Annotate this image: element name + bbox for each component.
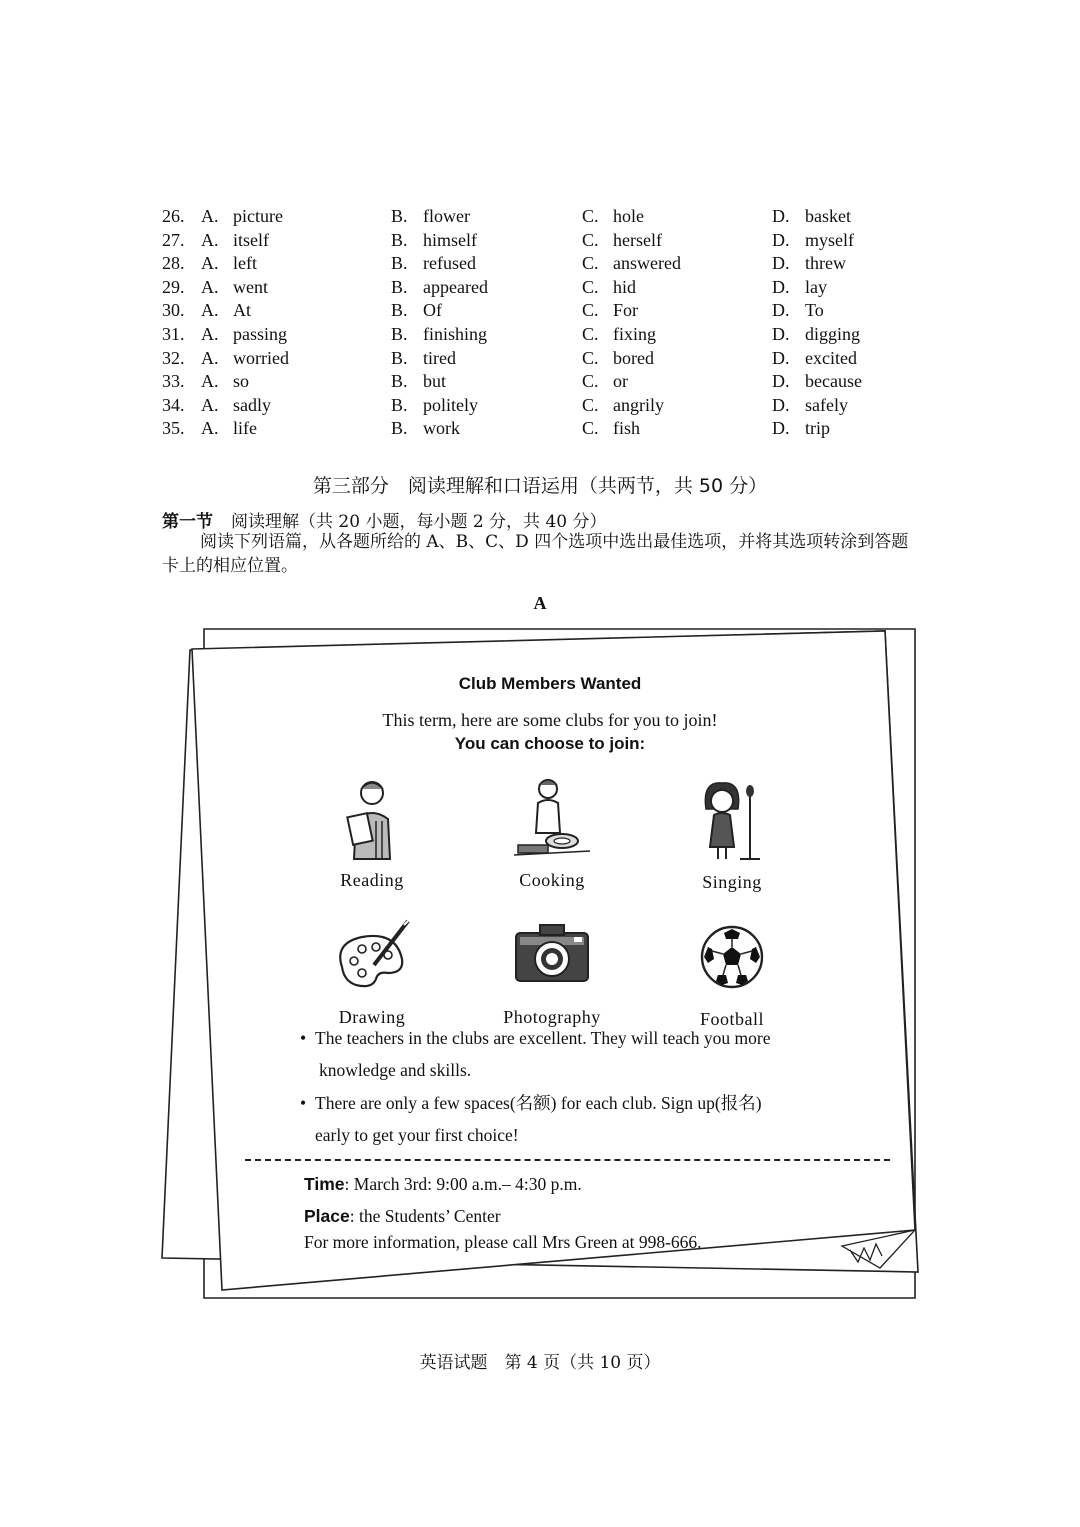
option-letter-d: D. <box>772 323 790 344</box>
option-a: so <box>233 371 250 392</box>
option-letter-a: A. <box>201 206 219 226</box>
option-letter-c: C. <box>582 323 599 344</box>
option-letter-c: C. <box>582 276 599 297</box>
option-a: left <box>233 253 257 274</box>
option-letter-a: A. <box>201 418 219 439</box>
option-letter-d: D. <box>772 300 790 321</box>
option-c: bored <box>613 347 654 368</box>
poster-intro: This term, here are some clubs for you to join! <box>382 710 718 730</box>
club-singing <box>652 777 812 893</box>
option-c: or <box>613 371 628 392</box>
option-letter-b: B. <box>391 300 408 321</box>
option-c: answered <box>613 253 681 274</box>
question-number: 32. <box>162 347 185 368</box>
option-c: hole <box>613 206 644 226</box>
question-number: 27. <box>162 229 185 250</box>
option-letter-d: D. <box>772 276 790 297</box>
option-b: tired <box>423 347 456 368</box>
option-b: refused <box>423 253 476 274</box>
option-letter-c: C. <box>582 371 599 392</box>
option-letter-d: D. <box>772 229 790 250</box>
place-label: Place <box>304 1206 350 1226</box>
question-number: 34. <box>162 394 185 415</box>
option-letter-b: B. <box>391 418 408 439</box>
option-letter-a: A. <box>201 394 219 415</box>
option-letter-b: B. <box>391 394 408 415</box>
option-letter-a: A. <box>201 276 219 297</box>
option-b: but <box>423 371 447 392</box>
club-label-cooking: Cooking <box>519 870 585 890</box>
club-football <box>652 914 812 1030</box>
question-number: 29. <box>162 276 185 297</box>
option-d: digging <box>805 323 861 344</box>
club-label-drawing: Drawing <box>338 1007 406 1027</box>
option-letter-d: D. <box>772 394 790 415</box>
option-c: fixing <box>613 323 656 344</box>
section-detail: 阅读理解（共 20 小题，每小题 2 分，共 40 分） <box>231 512 607 532</box>
cooking-icon <box>512 775 592 861</box>
option-letter-a: A. <box>201 371 219 392</box>
option-b: Of <box>423 300 442 321</box>
option-d: trip <box>805 418 830 439</box>
option-b: work <box>423 418 460 439</box>
option-letter-d: D. <box>772 253 790 274</box>
place-value: : the Students’ Center <box>349 1206 501 1226</box>
bullet-dot: • <box>300 1093 307 1113</box>
option-b: himself <box>423 229 477 250</box>
singing-icon <box>692 777 772 863</box>
option-letter-b: B. <box>391 323 408 344</box>
option-c: fish <box>613 418 640 439</box>
bullet-teachers-line2: knowledge and skills. <box>319 1060 472 1080</box>
club-reading <box>292 775 452 891</box>
question-number: 33. <box>162 371 185 392</box>
option-letter-b: B. <box>391 206 408 226</box>
option-letter-a: A. <box>201 323 219 344</box>
club-drawing <box>292 912 452 1028</box>
option-d: excited <box>805 347 857 368</box>
option-d: safely <box>805 394 848 415</box>
football-icon <box>692 914 772 1000</box>
option-b: flower <box>423 206 470 226</box>
option-d: threw <box>805 253 846 274</box>
dashed-divider <box>245 1159 890 1161</box>
option-d: lay <box>805 276 827 297</box>
option-b: politely <box>423 394 478 415</box>
part-title: 第三部分 阅读理解和口语运用（共两节，共 50 分） <box>312 475 768 497</box>
option-c: angrily <box>613 394 664 415</box>
option-a: itself <box>233 229 269 250</box>
option-b: finishing <box>423 323 488 344</box>
option-a: passing <box>233 323 287 344</box>
time-label: Time <box>304 1174 345 1194</box>
time-value: : March 3rd: 9:00 a.m.– 4:30 p.m. <box>344 1174 582 1194</box>
option-letter-c: C. <box>582 418 599 439</box>
option-letter-b: B. <box>391 253 408 274</box>
option-letter-c: C. <box>582 300 599 321</box>
option-c: herself <box>613 229 662 250</box>
question-number: 26. <box>162 206 185 226</box>
time-line <box>304 1174 582 1195</box>
option-letter-c: C. <box>582 347 599 368</box>
section-name: 第一节 <box>162 512 213 532</box>
option-letter-d: D. <box>772 347 790 368</box>
option-letter-d: D. <box>772 206 790 226</box>
option-c: For <box>613 300 639 321</box>
question-number: 28. <box>162 253 185 274</box>
club-label-football: Football <box>699 1009 764 1029</box>
bullet-teachers-line1: The teachers in the clubs are excellent. They will teach you more <box>315 1028 771 1048</box>
club-label-singing: Singing <box>702 872 762 892</box>
option-letter-c: C. <box>582 229 599 250</box>
bullet-teachers <box>300 1022 860 1086</box>
reading-icon <box>332 775 412 861</box>
option-letter-c: C. <box>582 394 599 415</box>
club-poster <box>200 650 915 1290</box>
option-letter-c: C. <box>582 206 599 226</box>
option-a: worried <box>233 347 289 368</box>
option-letter-b: B. <box>391 229 408 250</box>
option-d: myself <box>805 229 854 250</box>
option-c: hid <box>613 276 637 297</box>
option-letter-a: A. <box>201 253 219 274</box>
option-a: went <box>233 276 268 297</box>
question-number: 31. <box>162 323 185 344</box>
instruction-text: 阅读下列语篇，从各题所给的 A、B、C、D 四个选项中选出最佳选项，并将其选项转涂到答题卡上的相应位置。 <box>162 532 909 576</box>
bullet-spaces-line2: early to get your first choice! <box>315 1125 519 1145</box>
club-label-photography: Photography <box>503 1007 601 1027</box>
option-a: life <box>233 418 257 439</box>
option-letter-d: D. <box>772 371 790 392</box>
option-d: basket <box>805 206 851 226</box>
option-letter-b: B. <box>391 347 408 368</box>
camera-icon <box>512 912 592 998</box>
poster-title: Club Members Wanted <box>458 674 642 693</box>
bullet-dot: • <box>300 1028 307 1048</box>
bullet-spaces <box>300 1087 860 1151</box>
palette-icon <box>332 912 412 998</box>
option-letter-b: B. <box>391 371 408 392</box>
question-number: 35. <box>162 418 185 439</box>
option-d: To <box>805 300 824 321</box>
passage-label: A <box>533 593 547 613</box>
option-letter-b: B. <box>391 276 408 297</box>
option-letter-d: D. <box>772 418 790 439</box>
page-footer: 英语试题 第 4 页（共 10 页） <box>419 1353 661 1373</box>
option-a: picture <box>233 206 283 226</box>
option-letter-a: A. <box>201 300 219 321</box>
option-a: At <box>233 300 251 321</box>
option-letter-a: A. <box>201 229 219 250</box>
option-d: because <box>805 371 862 392</box>
option-letter-a: A. <box>201 347 219 368</box>
question-number: 30. <box>162 300 185 321</box>
contact-line: For more information, please call Mrs Green at 998-666. <box>304 1232 702 1252</box>
club-label-reading: Reading <box>340 870 404 890</box>
option-b: appeared <box>423 276 488 297</box>
option-letter-c: C. <box>582 253 599 274</box>
place-line <box>304 1206 501 1227</box>
club-cooking <box>472 775 632 891</box>
option-a: sadly <box>233 394 271 415</box>
poster-choose: You can choose to join: <box>454 734 646 753</box>
bullet-spaces-line1: There are only a few spaces(名额) for each club. Sign up(报名) <box>315 1093 762 1113</box>
club-photography <box>472 912 632 1028</box>
